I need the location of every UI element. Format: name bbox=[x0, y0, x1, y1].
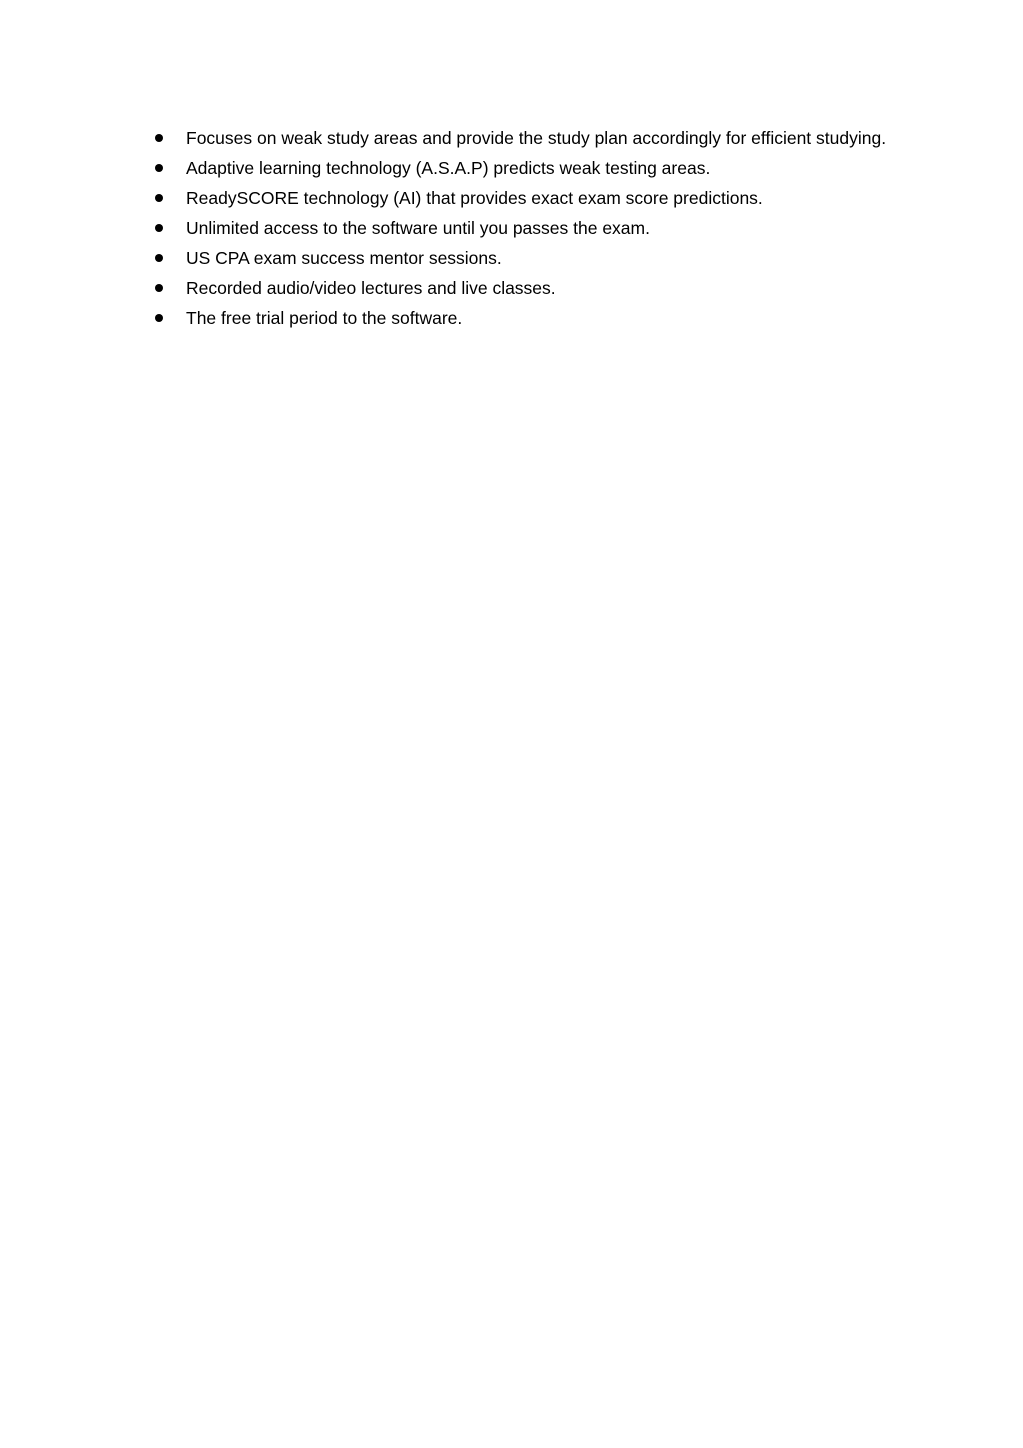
list-item-text: The free trial period to the software. bbox=[186, 308, 463, 328]
list-item bbox=[150, 124, 898, 153]
bullet-icon bbox=[155, 284, 163, 292]
list-item-text: Adaptive learning technology (A.S.A.P) predicts weak testing areas. bbox=[186, 158, 711, 178]
list-item bbox=[150, 154, 898, 183]
list-item bbox=[150, 184, 898, 213]
bullet-icon bbox=[155, 254, 163, 262]
bullet-icon bbox=[155, 164, 163, 172]
list-item-text: Focuses on weak study areas and provide the study plan accordingly for efficient studying. bbox=[186, 128, 887, 148]
bullet-icon bbox=[155, 314, 163, 322]
list-item bbox=[150, 214, 898, 243]
list-item-text: ReadySCORE technology (AI) that provides exact exam score predictions. bbox=[186, 188, 763, 208]
bullet-icon bbox=[155, 194, 163, 202]
bullet-icon bbox=[155, 224, 163, 232]
feature-bullet-list bbox=[150, 124, 898, 334]
list-item-text: US CPA exam success mentor sessions. bbox=[186, 248, 502, 268]
list-item bbox=[150, 244, 898, 273]
list-item bbox=[150, 304, 898, 333]
list-item-text: Recorded audio/video lectures and live classes. bbox=[186, 278, 556, 298]
bullet-icon bbox=[155, 134, 163, 142]
list-item-text: Unlimited access to the software until you passes the exam. bbox=[186, 218, 650, 238]
list-item bbox=[150, 274, 898, 303]
